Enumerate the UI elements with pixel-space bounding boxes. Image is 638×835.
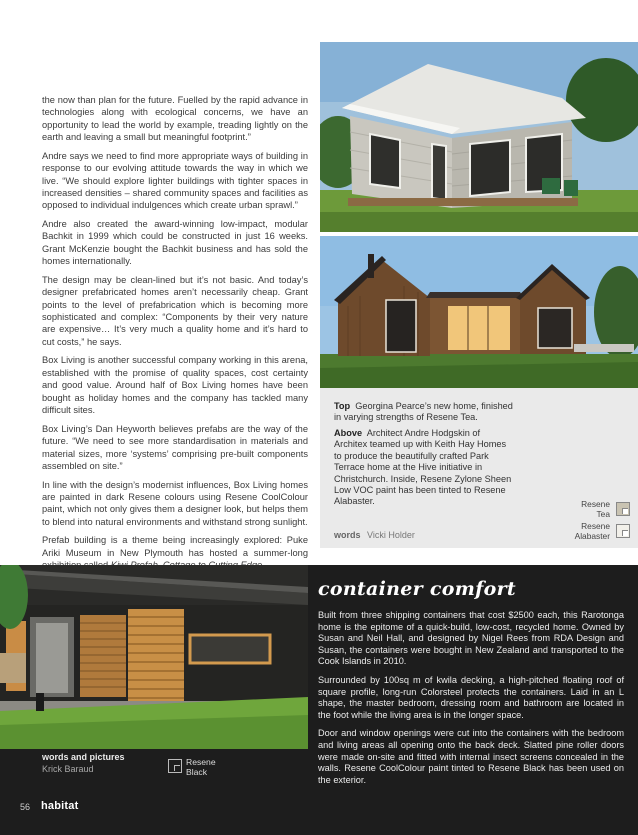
swatch-label-black: [186, 758, 216, 778]
pictures-credit-title: words and pictures: [42, 752, 125, 762]
container-comfort-body: [318, 610, 624, 793]
container-paragraph: Surrounded by 100sq m of kwila decking, a high-pitched floating roof of square profile, long-run Colorsteel protects the containers. Laid in an L shape, the master bedroom, dressing room and bathroom are located in the foot while the living area is in the longer space.: [318, 674, 624, 720]
words-author: Vicki Holder: [367, 530, 415, 540]
swatch-black-brand: Resene: [186, 757, 216, 767]
pictures-credit: [42, 752, 125, 775]
article-paragraph: Andre also created the award-winning low-impact, modular Bachkit in 1999 which could be constructed in just 16 weeks. Grant McKenzie bought the Bachkit business and has sold the homes internationally.: [42, 219, 308, 267]
swatch-tea-name: Tea: [596, 508, 610, 519]
container-comfort-title: container comfort: [318, 578, 516, 600]
swatch-black-chip: [168, 759, 182, 773]
swatch-label-tea: [581, 500, 610, 519]
prefab-text-start: Prefab building is a theme being increasingly explored: Puke Ariki Museum in New Plymouth has hosted a summer-long: [42, 535, 308, 558]
words-credit: [334, 530, 415, 540]
swatch-tea-chip: [616, 502, 630, 516]
swatch-black-name: Black: [186, 766, 208, 777]
container-house-photo-image: [0, 565, 308, 749]
swatch-tea-brand: Resene: [581, 499, 610, 509]
cottage-photo-image: [320, 42, 638, 232]
cottage-photo: [320, 42, 638, 232]
swatch-label-alabaster: [575, 522, 610, 541]
article-paragraph: Box Living is another successful company working in this arena, established with the promise of quality spaces, cost certainty and good value. Around half of Box Living homes have been bought as holiday homes and the company has tackled many difficult sites.: [42, 355, 308, 416]
caption-top-label: Top: [334, 401, 351, 411]
article-paragraph: Andre says we need to find more appropriate ways of building in response to our evolving attitude towards the way in which we live. “We should explore lighter buildings with tighter spaces in increased densities – shared community spaces and facilities as opposed to individual indulgences which create urban sprawl.”: [42, 150, 308, 211]
pictures-credit-name: Krick Baraud: [42, 763, 94, 774]
swatch-alabaster-name: Alabaster: [574, 530, 610, 541]
caption-above-label: Above: [334, 428, 363, 438]
caption-above-text: Architect Andre Hodgskin of Architex teamed up with Keith Hay Homes to produce the beautifully crafted Park Terrace home at the Hive initiative in Christchurch. Inside, Resene Zylone Sheen Low VOC paint has been tinted to Resene Alabaster.: [334, 428, 512, 507]
article-column: [42, 94, 308, 610]
article-paragraph: Box Living’s Dan Heyworth believes prefabs are the way of the future. “We need to see more standardisation in materials and material sizes, more ‘systems’ comprising pre-built components assembled on site.”: [42, 423, 308, 471]
words-label: words: [334, 530, 361, 540]
container-paragraph: Door and window openings were cut into the containers with the bedroom and living areas all opening onto the back deck. Slatted pine roller doors were made on-site and fitted with internal insect screens concealed in the walls. Resene CoolColour paint tinted to Resene Black has been used on the exterior.: [318, 728, 624, 785]
caption-above: [334, 428, 514, 508]
page-number: 56: [20, 802, 31, 812]
park-terrace-photo: [320, 236, 638, 388]
article-paragraph: the now than plan for the future. Fuelled by the rapid advance in technologies along with ecological concerns, we have an opportunity to lead the world by example, treading lightly on the earth and leaving a small but meaningful footprint.”: [42, 95, 308, 143]
swatch-alabaster-chip: [616, 524, 630, 538]
swatch-alabaster-brand: Resene: [581, 521, 610, 531]
article-paragraph: In line with the design’s modernist influences, Box Living homes are painted in dark Resene colours using Resene CoolColour paint, which not only gives them a designer look, but helps them to blend into natural environments and withstand strong sunlight.: [42, 479, 308, 527]
magazine-name: habitat: [41, 800, 79, 812]
article-paragraph: The design may be clean-lined but it’s not basic. And today’s designer prefabricated homes aren’t necessarily cheap. Grant points to the level of prefabrication which is becoming more sophisticated and complex: “Components by their very nature are expensive… It’s very much a quality home and it’s hard to cut costs,” he says.: [42, 274, 308, 347]
caption-top: [334, 401, 514, 424]
caption-top-text: Georgina Pearce’s new home, finished in varying strengths of Resene Tea.: [334, 401, 513, 423]
park-terrace-photo-image: [320, 236, 638, 388]
caption-box: [320, 388, 638, 548]
container-paragraph: Built from three shipping containers that cost $2500 each, this Rarotonga home is the epitome of a quick-build, low-cost, recycled home. Owned by Susan and Neil Hall, and designed by Nigel Rees from RDA Design and Susan, the containers were bought in New Zealand and transported to the Cook Islands in 2010.: [318, 610, 624, 667]
container-house-photo: [0, 565, 308, 749]
